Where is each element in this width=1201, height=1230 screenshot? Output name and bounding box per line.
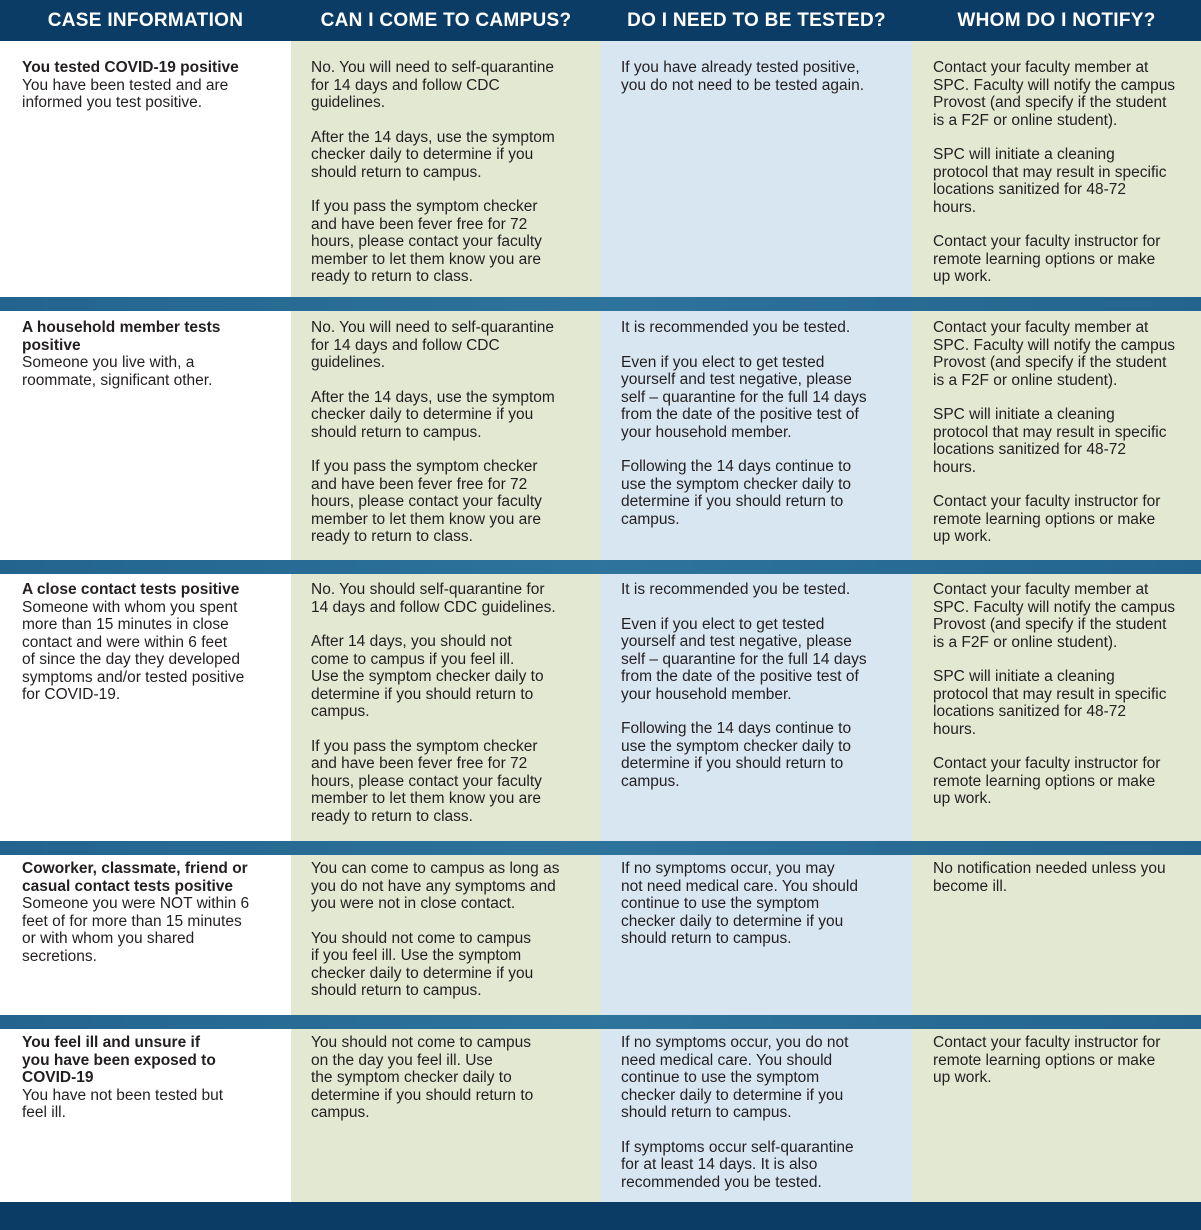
tested-text: It is recommended you be tested. xyxy=(621,581,851,598)
campus-cell xyxy=(291,574,601,841)
table-row xyxy=(0,855,1201,1015)
case-description: Someone you live with, a roommate, significant other. xyxy=(22,354,213,389)
campus-text: After 14 days, you should not come to campus if you feel ill. Use the symptom checker daily to determine if you should return to campus. xyxy=(311,633,544,720)
campus-text: You should not come to campus on the day you feel ill. Use the symptom checker daily to determine if you should return to campus. xyxy=(311,1034,534,1121)
tested-cell xyxy=(601,855,912,1015)
tested-text: If no symptoms occur, you do not need medical care. You should continue to use the symptom checker daily to determine if you should return to campus. xyxy=(621,1034,849,1121)
table-footer-bar xyxy=(0,1202,1201,1230)
case-information-cell xyxy=(0,1029,291,1202)
tested-text: If no symptoms occur, you may not need medical care. You should continue to use the symptom checker daily to determine if you should return to campus. xyxy=(621,860,858,947)
tested-text: If you have already tested positive, you do not need to be tested again. xyxy=(621,59,865,94)
notify-text: Contact your faculty member at SPC. Faculty will notify the campus Provost (and specify if the student is a F2F or online student). xyxy=(933,581,1176,651)
campus-cell xyxy=(291,311,601,560)
notify-text: Contact your faculty member at SPC. Faculty will notify the campus Provost (and specify if the student is a F2F or online student). xyxy=(933,319,1176,389)
case-title: A close contact tests positive xyxy=(22,581,240,598)
notify-text: SPC will initiate a cleaning protocol that may result in specific locations sanitized for 48-72 hours. xyxy=(933,146,1167,216)
table-row xyxy=(0,41,1201,297)
campus-cell xyxy=(291,1029,601,1202)
campus-text: No. You should self-quarantine for 14 days and follow CDC guidelines. xyxy=(311,581,556,616)
table-row xyxy=(0,1029,1201,1202)
campus-text: You can come to campus as long as you do not have any symptoms and you were not in close contact. xyxy=(311,860,560,912)
tested-text: Even if you elect to get tested yourself and test negative, please self – quarantine for the full 14 days from the date of the positive test of your household member. xyxy=(621,615,867,703)
table-row xyxy=(0,574,1201,841)
case-title: You feel ill and unsure if you have been exposed to COVID-19 xyxy=(22,1034,216,1086)
header-do-i-need-to-be-tested: DO I NEED TO BE TESTED? xyxy=(627,9,886,31)
case-information-cell xyxy=(0,311,291,560)
tested-text: Following the 14 days continue to use the symptom checker daily to determine if you should return to campus. xyxy=(621,458,852,528)
campus-cell xyxy=(291,41,601,297)
row-separator xyxy=(0,297,1201,311)
header-case-information: CASE INFORMATION xyxy=(47,9,244,31)
notify-text: Contact your faculty instructor for remote learning options or make up work. xyxy=(933,493,1161,545)
notify-cell xyxy=(912,855,1201,1015)
case-information-cell xyxy=(0,855,291,1015)
notify-text: Contact your faculty instructor for remote learning options or make up work. xyxy=(933,1034,1161,1086)
case-title: You tested COVID-19 positive xyxy=(22,59,239,76)
tested-text: If symptoms occur self-quarantine for at least 14 days. It is also recommended you be tested. xyxy=(621,1138,854,1191)
notify-text: No notification needed unless you become ill. xyxy=(933,860,1166,895)
tested-text: Following the 14 days continue to use the symptom checker daily to determine if you should return to campus. xyxy=(621,720,852,790)
header-can-i-come-to-campus: CAN I COME TO CAMPUS? xyxy=(320,9,572,31)
campus-text: After the 14 days, use the symptom checker daily to determine if you should return to campus. xyxy=(311,128,555,181)
campus-text: You should not come to campus if you feel ill. Use the symptom checker daily to determine if you should return to campus. xyxy=(311,929,534,999)
table-header xyxy=(0,0,1201,41)
case-description: Someone you were NOT within 6 feet of for more than 15 minutes or with whom you shared secretions. xyxy=(22,895,250,965)
case-description: You have not been tested but feel ill. xyxy=(22,1086,224,1121)
case-title: Coworker, classmate, friend or casual contact tests positive xyxy=(22,860,248,895)
case-title: A household member tests positive xyxy=(22,319,221,354)
case-description: You have been tested and are informed you test positive. xyxy=(22,76,229,111)
campus-text: After the 14 days, use the symptom checker daily to determine if you should return to campus. xyxy=(311,388,555,441)
notify-text: Contact your faculty instructor for remote learning options or make up work. xyxy=(933,755,1161,807)
row-separator xyxy=(0,1015,1201,1029)
tested-text: Even if you elect to get tested yourself and test negative, please self – quarantine for the full 14 days from the date of the positive test of your household member. xyxy=(621,353,867,441)
tested-cell xyxy=(601,311,912,560)
case-information-cell xyxy=(0,574,291,841)
tested-text: It is recommended you be tested. xyxy=(621,319,851,336)
notify-cell xyxy=(912,1029,1201,1202)
campus-text: If you pass the symptom checker and have been fever free for 72 hours, please contact your faculty member to let them know you are ready to return to class. xyxy=(311,458,542,545)
case-information-cell xyxy=(0,41,291,297)
notify-text: SPC will initiate a cleaning protocol that may result in specific locations sanitized for 48-72 hours. xyxy=(933,406,1167,476)
notify-cell xyxy=(912,574,1201,841)
tested-cell xyxy=(601,41,912,297)
header-whom-do-i-notify: WHOM DO I NOTIFY? xyxy=(957,9,1156,31)
notify-text: Contact your faculty instructor for remote learning options or make up work. xyxy=(933,233,1161,285)
campus-text: If you pass the symptom checker and have been fever free for 72 hours, please contact your faculty member to let them know you are ready to return to class. xyxy=(311,198,542,285)
notify-cell xyxy=(912,41,1201,297)
notify-text: SPC will initiate a cleaning protocol that may result in specific locations sanitized for 48-72 hours. xyxy=(933,668,1167,738)
row-separator xyxy=(0,841,1201,855)
notify-text: Contact your faculty member at SPC. Faculty will notify the campus Provost (and specify if the student is a F2F or online student). xyxy=(933,59,1176,129)
notify-cell xyxy=(912,311,1201,560)
campus-text: No. You will need to self-quarantine for 14 days and follow CDC guidelines. xyxy=(311,319,554,371)
table-row xyxy=(0,311,1201,560)
campus-text: If you pass the symptom checker and have been fever free for 72 hours, please contact your faculty member to let them know you are ready to return to class. xyxy=(311,737,542,825)
row-separator xyxy=(0,560,1201,574)
case-description: Someone with whom you spent more than 15 minutes in close contact and were within 6 feet of since the day they developed symptoms and/or tested positive for COVID-19. xyxy=(22,598,245,703)
campus-cell xyxy=(291,855,601,1015)
campus-text: No. You will need to self-quarantine for 14 days and follow CDC guidelines. xyxy=(311,59,554,111)
tested-cell xyxy=(601,1029,912,1202)
tested-cell xyxy=(601,574,912,841)
